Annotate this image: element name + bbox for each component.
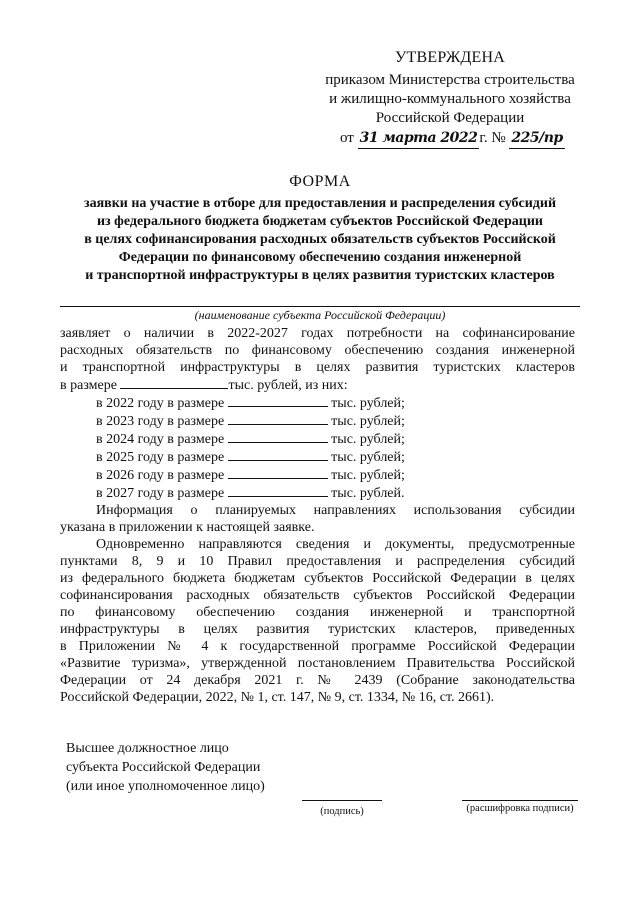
- signature-decoding-caption: (расшифровка подписи): [466, 803, 574, 814]
- year-amount-field[interactable]: [228, 448, 328, 461]
- para3-line: Федерации от 24 декабря 2021 г. № 2439 (Собрание законодательства: [60, 673, 575, 688]
- signer-line: (или иное уполномоченное лицо): [66, 779, 265, 794]
- year-unit: тыс. рублей;: [331, 450, 405, 465]
- year-unit: тыс. рублей;: [331, 414, 405, 429]
- para3-line: «Развитие туризма», утвержденной постановлением Правительства Российской: [60, 656, 575, 671]
- year-unit: тыс. рублей;: [331, 396, 405, 411]
- year-amount-field[interactable]: [228, 412, 328, 425]
- year-row: [60, 466, 575, 484]
- year-row: [60, 412, 575, 430]
- year-label: в 2023 году в размере: [96, 414, 225, 429]
- signature-field[interactable]: [302, 800, 382, 801]
- para1-line: и транспортной инфраструктуры в целях развития туристских кластеров: [60, 360, 575, 375]
- para1-line: заявляет о наличии в 2022-2027 годах потребности на софинансирование: [60, 326, 575, 341]
- handwritten-number: 225/пр: [509, 129, 564, 149]
- para3-line: пунктами 8, 9 и 10 Правил предоставления и распределения субсидий: [60, 554, 575, 569]
- heading-line: в целях софинансирования расходных обязательств субъектов Российской: [84, 232, 556, 247]
- approval-title: УТВЕРЖДЕНА: [394, 49, 505, 66]
- para1-line: расходных обязательств по финансовому обеспечению создания инженерной: [60, 343, 575, 358]
- year-amount-field[interactable]: [228, 484, 328, 497]
- heading-line: Федерации по финансовому обеспечению создания инженерной: [118, 250, 522, 265]
- year-label: в 2025 году в размере: [96, 450, 225, 465]
- subject-name-caption: (наименование субъекта Российской Федерации): [194, 308, 446, 322]
- handwritten-date: 31 марта 2022: [358, 129, 480, 149]
- year-label: в 2024 году в размере: [96, 432, 225, 447]
- year-row: [60, 448, 575, 466]
- approval-line-3: Российской Федерации: [375, 110, 525, 126]
- year-row: [60, 394, 575, 412]
- year-row: [60, 430, 575, 448]
- para3-line: Одновременно направляются сведения и документы, предусмотренные: [96, 537, 575, 552]
- para3-line: в Приложении № 4 к государственной программе Российской Федерации: [60, 639, 575, 654]
- approval-date-line: [300, 129, 600, 149]
- form-title: ФОРМА: [289, 173, 351, 190]
- year-amount-field[interactable]: [228, 394, 328, 407]
- year-unit: тыс. рублей.: [331, 486, 405, 501]
- year-unit: тыс. рублей;: [331, 432, 405, 447]
- form-body: [60, 325, 575, 706]
- heading-line: и транспортной инфраструктуры в целях развития туристских кластеров: [85, 268, 555, 283]
- signer-block: [66, 739, 265, 796]
- form-heading: [50, 195, 590, 285]
- para2-line: Информация о планируемых направлениях использования субсидии: [96, 503, 575, 518]
- subject-name-field[interactable]: [60, 306, 580, 307]
- year-row: [60, 484, 575, 502]
- heading-line: заявки на участие в отборе для предоставления и распределения субсидий: [83, 196, 557, 211]
- total-amount-field[interactable]: [120, 376, 228, 389]
- para3-line: из федерального бюджета бюджетам субъектов Российской Федерации в целях: [60, 571, 575, 586]
- total-label: в размере: [60, 378, 117, 393]
- approval-line-2: и жилищно-коммунального хозяйства: [329, 91, 571, 107]
- para3-line: по финансовому обеспечению создания инженерной и транспортной: [60, 605, 575, 620]
- signature-decoding-field[interactable]: [462, 800, 578, 801]
- year-label: в 2022 году в размере: [96, 396, 225, 411]
- para3-line: инфраструктуры в целях развития туристских кластеров, приведенных: [60, 622, 575, 637]
- date-prefix: от: [340, 130, 354, 146]
- signer-line: Высшее должностное лицо: [66, 741, 229, 756]
- para2-line: указана в приложении к настоящей заявке.: [60, 520, 315, 535]
- approval-stamp: [300, 48, 600, 149]
- approval-line-1: приказом Министерства строительства: [325, 72, 575, 88]
- heading-line: из федерального бюджета бюджетам субъектов Российской Федерации: [96, 214, 543, 229]
- year-label: в 2026 году в размере: [96, 468, 225, 483]
- para1-total-line: [60, 376, 575, 394]
- para3-line: Российской Федерации, 2022, № 1, ст. 147, № 9, ст. 1334, № 16, ст. 2661).: [60, 690, 495, 705]
- para3-line: софинансирования расходных обязательств субъектов Российской Федерации: [60, 588, 575, 603]
- year-unit: тыс. рублей;: [331, 468, 405, 483]
- date-suffix: г. №: [479, 130, 506, 146]
- signer-line: субъекта Российской Федерации: [66, 760, 261, 775]
- year-label: в 2027 году в размере: [96, 486, 225, 501]
- year-amount-field[interactable]: [228, 430, 328, 443]
- year-amount-field[interactable]: [228, 466, 328, 479]
- total-unit: тыс. рублей, из них:: [228, 378, 348, 393]
- signature-caption: (подпись): [320, 806, 364, 817]
